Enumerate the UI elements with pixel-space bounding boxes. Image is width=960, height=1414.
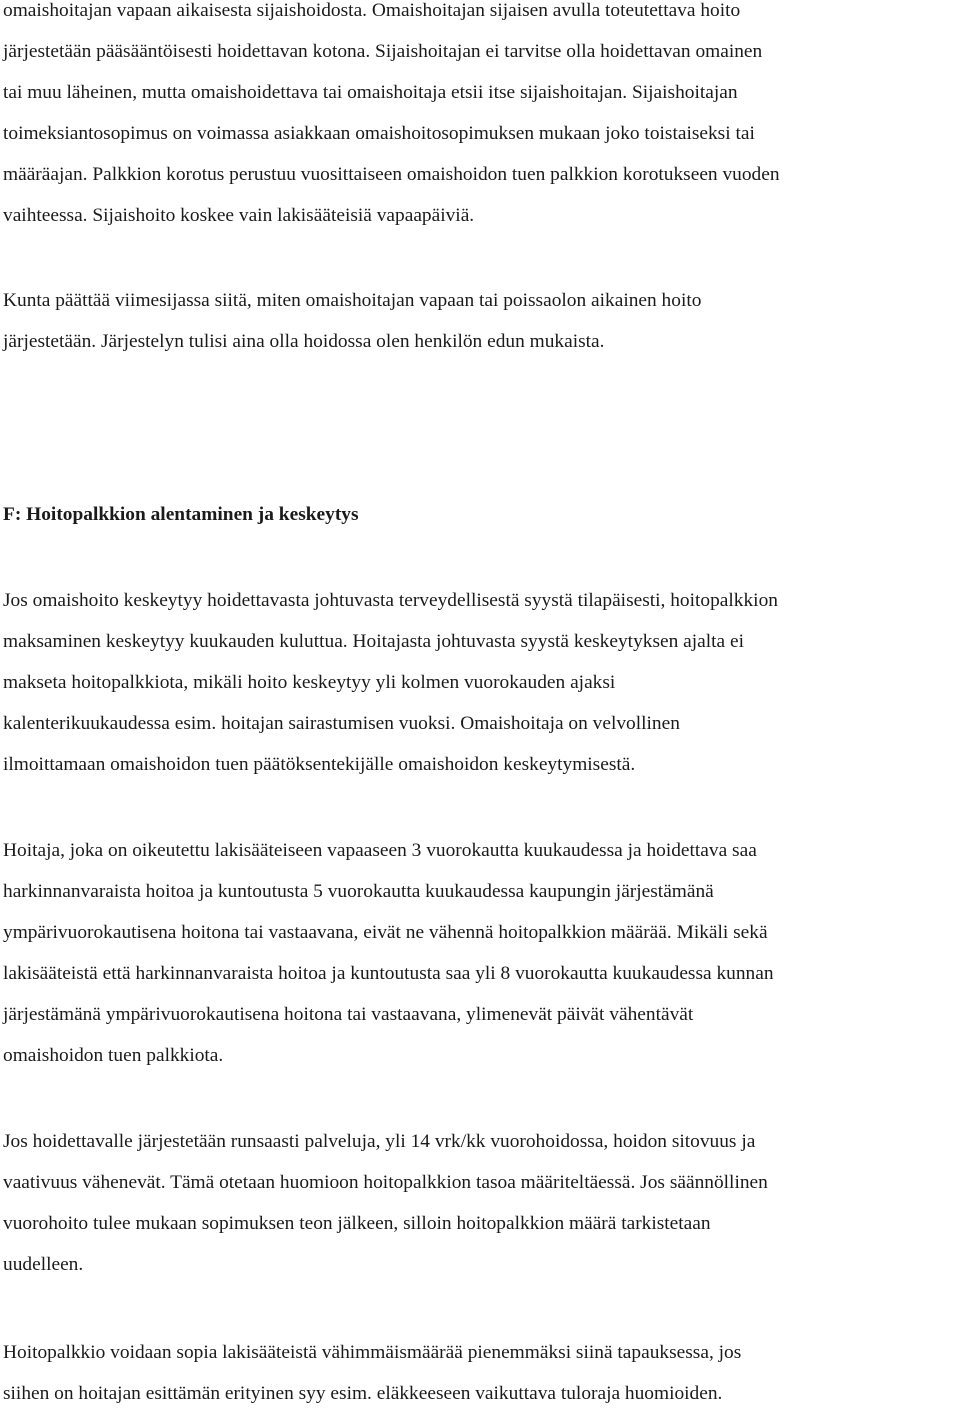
- text-line: lakisääteistä että harkinnanvaraista hoitoa ja kuntoutusta saa yli 8 vuorokautta kuukaudessa kunnan: [3, 963, 774, 984]
- paragraph-services: [3, 1121, 958, 1285]
- text-line: Jos omaishoito keskeytyy hoidettavasta johtuvasta terveydellisestä syystä tilapäisesti, hoitopalkkion: [3, 590, 778, 611]
- text-line: järjestetään pääsääntöisesti hoidettavan kotona. Sijaishoitajan ei tarvitse olla hoidettavan omainen: [3, 41, 763, 62]
- text-line: Hoitaja, joka on oikeutettu lakisääteiseen vapaaseen 3 vuorokautta kuukaudessa ja hoidettava saa: [3, 840, 757, 861]
- text-line: Jos hoidettavalle järjestetään runsaasti palveluja, yli 14 vrk/kk vuorohoidossa, hoidon sitovuus ja: [3, 1131, 756, 1152]
- text-line: omaishoitajan vapaan aikaisesta sijaishoidosta. Omaishoitajan sijaisen avulla toteutettava hoito: [3, 0, 741, 21]
- text-line: tai muu läheinen, mutta omaishoidettava tai omaishoitaja etsii itse sijaishoitajan. Sijaishoitajan: [3, 82, 738, 103]
- text-line: uudelleen.: [3, 1254, 84, 1275]
- text-line: vaihteessa. Sijaishoito koskee vain lakisääteisiä vapaapäiviä.: [3, 205, 475, 226]
- paragraph-municipality-decides: [3, 280, 958, 362]
- paragraph-reduced-fee: [3, 1332, 958, 1414]
- section-heading: F: Hoitopalkkion alentaminen ja keskeytys: [3, 504, 359, 525]
- text-line: ilmoittamaan omaishoidon tuen päätöksentekijälle omaishoidon keskeytymisestä.: [3, 754, 636, 775]
- text-line: järjestetään. Järjestelyn tulisi aina olla hoidossa olen henkilön edun mukaista.: [3, 331, 605, 352]
- text-line: ympärivuorokautisena hoitona tai vastaavana, eivät ne vähennä hoitopalkkion määrää. Mikäli sekä: [3, 922, 768, 943]
- text-line: kalenterikuukaudessa esim. hoitajan sairastumisen vuoksi. Omaishoitaja on velvollinen: [3, 713, 680, 734]
- text-line: toimeksiantosopimus on voimassa asiakkaan omaishoitosopimuksen mukaan joko toistaiseksi tai: [3, 123, 755, 144]
- text-line: maksaminen keskeytyy kuukauden kuluttua. Hoitajasta johtuvasta syystä keskeytyksen ajalta ei: [3, 631, 744, 652]
- text-line: omaishoidon tuen palkkiota.: [3, 1045, 224, 1066]
- text-line: vuorohoito tulee mukaan sopimuksen teon jälkeen, silloin hoitopalkkion määrä tarkistetaan: [3, 1213, 711, 1234]
- text-line: Hoitopalkkio voidaan sopia lakisääteistä vähimmäismäärää pienemmäksi siinä tapauksessa, jos: [3, 1342, 742, 1363]
- text-line: järjestämänä ympärivuorokautisena hoitona tai vastaavana, ylimenevät päivät vähentävät: [3, 1004, 694, 1025]
- paragraph-substitute-care: [3, 0, 958, 236]
- paragraph-statutory-leave: [3, 830, 958, 1076]
- text-line: harkinnanvaraista hoitoa ja kuntoutusta 5 vuorokautta kuukaudessa kaupungin järjestämänä: [3, 881, 714, 902]
- text-line: Kunta päättää viimesijassa siitä, miten omaishoitajan vapaan tai poissaolon aikainen hoito: [3, 290, 702, 311]
- text-line: vaativuus vähenevät. Tämä otetaan huomioon hoitopalkkion tasoa määriteltäessä. Jos säännöllinen: [3, 1172, 768, 1193]
- text-line: makseta hoitopalkkiota, mikäli hoito keskeytyy yli kolmen vuorokauden ajaksi: [3, 672, 616, 693]
- text-line: määräajan. Palkkion korotus perustuu vuosittaiseen omaishoidon tuen palkkion korotukseen vuoden: [3, 164, 780, 185]
- paragraph-interruption: [3, 580, 958, 785]
- text-line: siihen on hoitajan esittämän erityinen syy esim. eläkkeeseen vaikuttava tuloraja huomioiden.: [3, 1383, 723, 1404]
